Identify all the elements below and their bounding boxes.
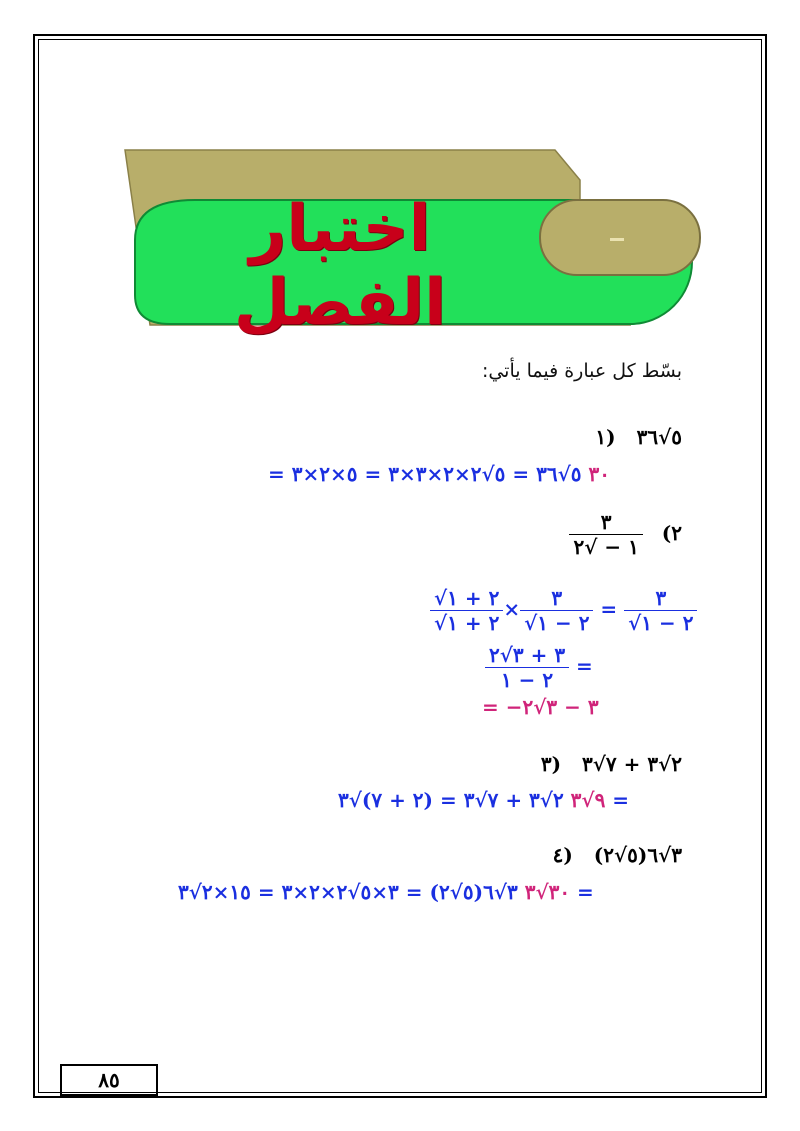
problem-4-answer [178, 880, 594, 904]
problem-3-question [541, 752, 682, 776]
banner-pill [540, 200, 700, 275]
instruction-text: بسّط كل عبارة فيما يأتي: [481, 360, 682, 382]
problem-4-steps: ٣√٦(٥√٢) = ٣×٥√٢×٢×٣ = ١٥×٢√٣ = [178, 880, 594, 904]
problem-4-expression: ٣√٦(٥√٢) [593, 843, 682, 867]
problem-2-step-2: $\frac{٣ + ٣√٢}{٢ - ١}$ = [485, 643, 593, 692]
problem-1-expression: ٥√٣٦ [636, 425, 682, 449]
problem-1-number: (١ [595, 425, 616, 449]
problem-3-steps: ٢√٣ + ٧√٣ = (٢ + ٧)√٣ = [338, 788, 630, 812]
problem-4-question [553, 843, 682, 867]
problem-3-number: (٣ [540, 752, 562, 776]
problem-1-answer [268, 462, 610, 486]
problem-2-fraction: $\frac{٣}{١ - √٢}$ [569, 510, 642, 559]
pill-dash [610, 238, 624, 241]
problem-3-answer [338, 788, 629, 812]
problem-4-result: ٣٠√٣ [524, 880, 571, 904]
problem-2-question [569, 510, 682, 559]
problem-2-step-3: = −٣ − ٣√٢ [482, 695, 599, 719]
problem-1-steps: ٥√٣٦ = ٥√٢×٢×٣×٣ = ٥×٢×٣ = [268, 462, 582, 486]
problem-3-expression: ٢√٣ + ٧√٣ [582, 752, 682, 776]
problem-4-number: (٤ [552, 843, 573, 867]
problem-1-result: ٣٠ [588, 462, 610, 486]
problem-2-step-1: $\frac{√٢ + ١}{√٢ + ١}$ × $\frac{٣}{√٢ - ١}$ = $\frac{٣}{√٢ - ١}$ [430, 586, 697, 635]
page-number: ٨٥ [60, 1064, 158, 1096]
problem-2-number: (٢ [661, 521, 682, 545]
banner-title: اختبار الفصل [233, 192, 447, 340]
problem-1-question [595, 425, 682, 449]
problem-3-result: ٩√٣ [570, 788, 606, 812]
